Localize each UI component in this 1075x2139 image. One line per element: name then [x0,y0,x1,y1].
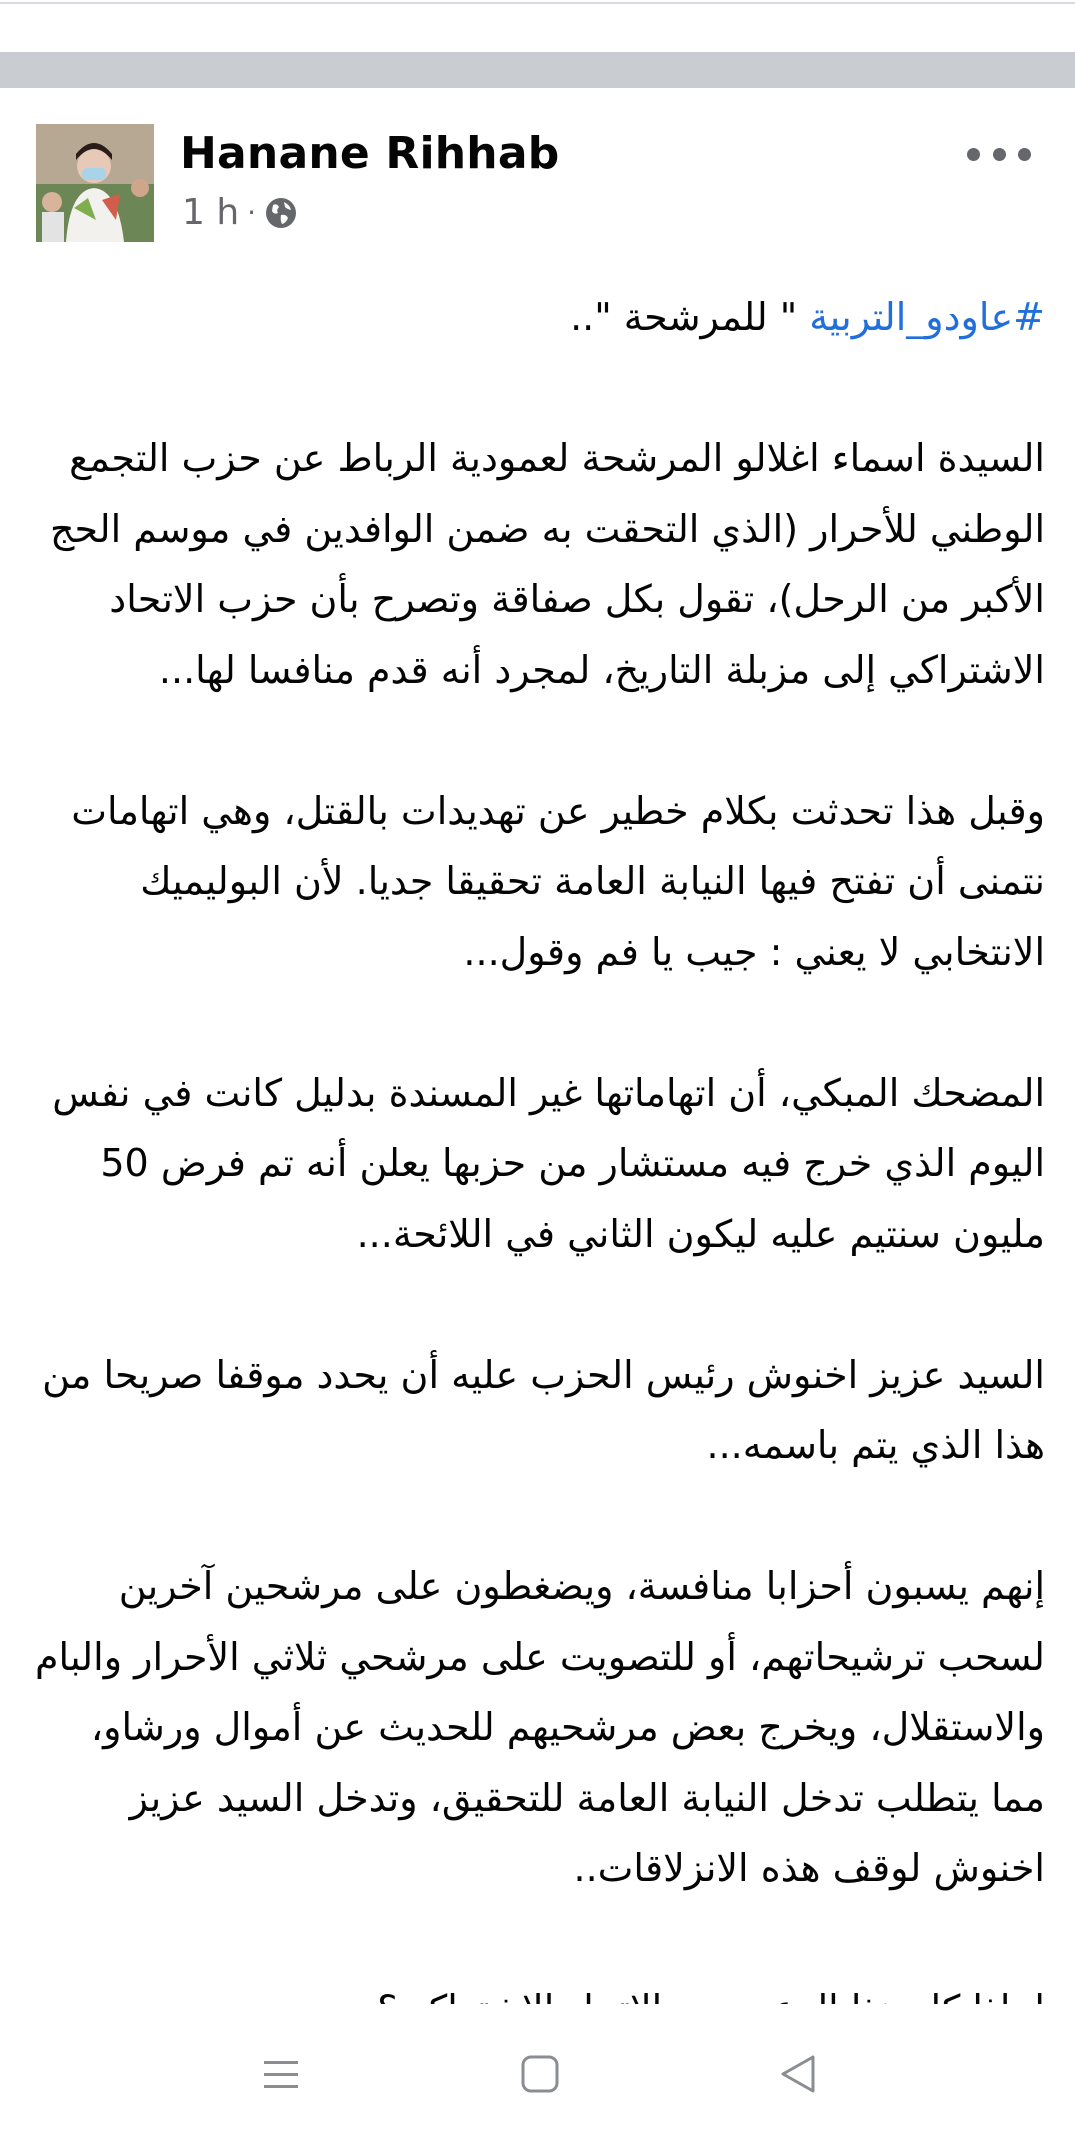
post-paragraph: السيدة اسماء اغلالو المرشحة لعمودية الرباط عن حزب التجمع الوطني للأحرار (الذي التحقت به ضمن الوافدين في موسم الحج الأكبر من الرحل)، تقول بكل صفاقة وتصرح بأن حزب الاتحاد الاشتراكي إلى مزبلة التاريخ، لمجرد أنه قدم منافسا لها... [50,436,1045,692]
more-dot [1018,148,1031,161]
post-title-line [30,282,1045,353]
avatar[interactable] [36,124,154,242]
more-options-button[interactable] [967,134,1031,174]
post-paragraph: السيد عزيز اخنوش رئيس الحزب عليه أن يحدد موقفا صريحا من هذا الذي يتم باسمه... [42,1352,1045,1467]
hashtag-link[interactable]: #عاودو_التربية [809,295,1045,339]
post-header [36,124,1039,244]
meta-separator: · [247,196,257,229]
home-square-icon[interactable] [515,2049,565,2099]
feed-separator [0,52,1075,88]
post-title-text: " للمرشحة ".. [570,295,810,339]
recent-apps-icon[interactable] [256,2049,306,2099]
more-dot [967,148,980,161]
post-time[interactable]: 1 h [182,192,240,233]
post-paragraph: وقبل هذا تحدثت بكلام خطير عن تهديدات بالقتل، وهي اتهامات نتمنى أن تفتح فيها النيابة العامة تحقيقا جديا. لأن البوليميك الانتخابي لا يعني : جيب يا فم وقول... [71,788,1045,974]
system-navigation-bar [0,2004,1075,2139]
post-paragraph: إنهم يسبون أحزابا منافسة، ويضغطون على مرشحين آخرين لسحب ترشيحاتهم، أو للتصويت على مرشحي ثلاثي الأحرار والبام والاستقلال، ويخرج بعض مرشحيهم للحديث عن أموال ورشاو، مما يتطلب تدخل النيابة العامة للتحقيق، وتدخل السيد عزيز اخنوش لوقف هذه الانزلاقات.. [34,1564,1045,1890]
author-name[interactable]: Hanane Rihhab [180,128,560,179]
more-dot [993,148,1006,161]
top-divider [0,2,1075,4]
back-triangle-icon[interactable] [773,2049,823,2099]
post-paragraph: المضحك المبكي، أن اتهاماتها غير المسندة بدليل كانت في نفس اليوم الذي خرج فيه مستشار من حزبها يعلن أنه تم فرض 50 مليون سنتيم عليه ليكون الثاني في اللائحة... [52,1070,1045,1256]
globe-icon [264,196,298,230]
post-meta [182,192,298,233]
post-body [30,282,1045,2004]
